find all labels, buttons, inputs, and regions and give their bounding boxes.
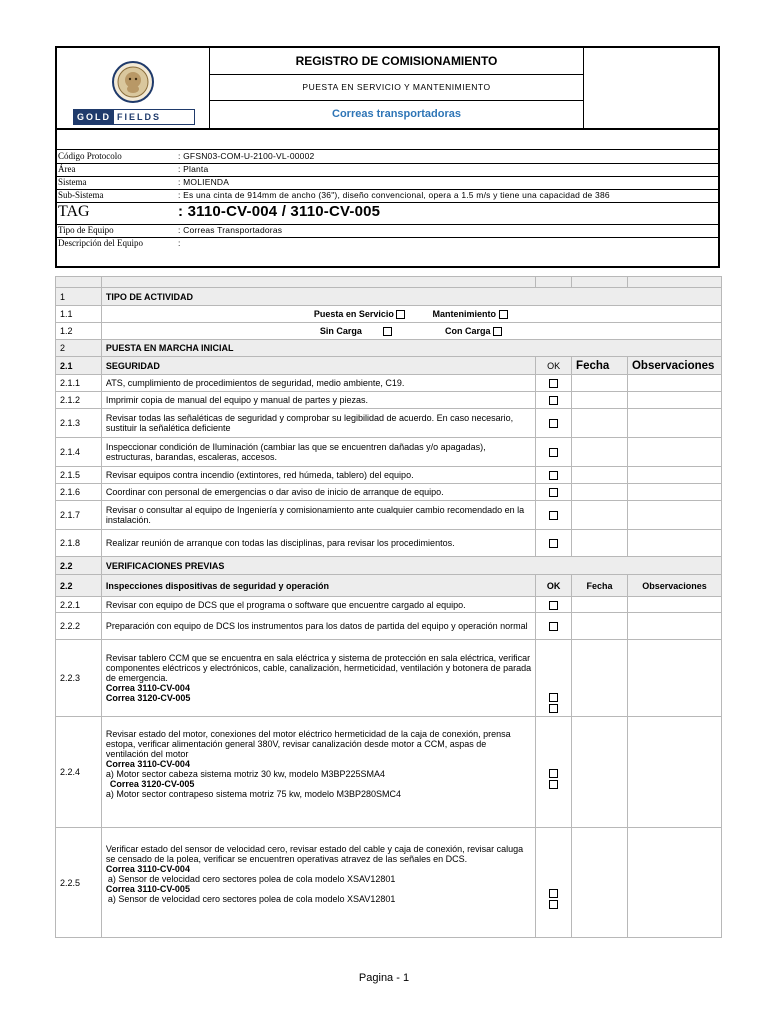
option-label: Con Carga <box>444 325 491 336</box>
item-cell <box>101 828 535 938</box>
fecha-cell[interactable] <box>572 828 628 938</box>
logo-gold-text: GOLD <box>74 110 114 124</box>
table-row <box>56 392 722 409</box>
subsection-header-row <box>56 575 722 597</box>
section-title: SEGURIDAD <box>101 357 535 375</box>
motor-line: a) Motor sector contrapeso sistema motriz 75 kw, modelo M3BP280SMC4 <box>105 789 402 799</box>
ok-checkbox[interactable] <box>549 769 558 778</box>
fecha-cell[interactable] <box>572 467 628 484</box>
observaciones-column-header: Observaciones <box>627 357 721 375</box>
item-text: Revisar o consultar al equipo de Ingeniería y comisionamiento ante cualquier cambio recomendado en la instalación. <box>101 501 535 530</box>
item-number: 2.1.5 <box>56 467 102 484</box>
info-label: Sistema <box>58 177 87 187</box>
option-label: Puesta en Servicio <box>313 308 394 319</box>
fecha-cell[interactable] <box>572 438 628 467</box>
item-number: 2.1.7 <box>56 501 102 530</box>
correa-label: Correa 3110-CV-004 <box>105 863 190 874</box>
fecha-cell[interactable] <box>572 613 628 640</box>
observaciones-cell[interactable] <box>627 717 721 828</box>
observaciones-column-header: Observaciones <box>627 575 721 597</box>
sin-carga-checkbox[interactable] <box>383 327 392 336</box>
header-blank-cell <box>583 48 719 128</box>
ok-checkbox[interactable] <box>549 900 558 909</box>
item-number: 2.2.5 <box>56 828 102 938</box>
section-number: 2.2 <box>56 575 102 597</box>
fecha-cell[interactable] <box>572 640 628 717</box>
ok-checkbox[interactable] <box>549 539 558 548</box>
section-number: 2.2 <box>56 557 102 575</box>
fecha-column-header: Fecha <box>572 575 628 597</box>
option-label: Sin Carga <box>319 325 362 336</box>
sensor-line: a) Sensor de velocidad cero sectores polea de cola modelo XSAV12801 <box>107 873 396 884</box>
table-row <box>56 530 722 557</box>
item-number: 2.1.1 <box>56 375 102 392</box>
info-row-tag <box>57 202 718 225</box>
ok-checkbox[interactable] <box>549 622 558 631</box>
section-number: 1 <box>56 288 102 306</box>
document-title: REGISTRO DE COMISIONAMIENTO <box>210 48 583 75</box>
document-system: Correas transportadoras <box>332 108 461 120</box>
info-value: : Es una cinta de 914mm de ancho (36"), diseño convencional, opera a 1.5 m/s y tiene una capacidad de 386 <box>178 190 610 200</box>
document-subtitle: PUESTA EN SERVICIO Y MANTENIMIENTO <box>210 74 583 101</box>
info-label: Código Protocolo <box>58 151 122 161</box>
company-logo <box>57 48 210 128</box>
activity-row <box>56 323 722 340</box>
section-title: TIPO DE ACTIVIDAD <box>101 288 721 306</box>
item-text: Revisar con equipo de DCS que el programa o software que encuentre cargado al equipo. <box>101 597 535 613</box>
page-number: Pagina - 1 <box>358 972 410 984</box>
fecha-cell[interactable] <box>572 375 628 392</box>
checklist-table <box>55 276 722 938</box>
section-title: PUESTA EN MARCHA INICIAL <box>101 340 721 357</box>
observaciones-cell[interactable] <box>627 392 721 409</box>
item-number: 2.1.8 <box>56 530 102 557</box>
con-carga-checkbox[interactable] <box>493 327 502 336</box>
item-text: Revisar tablero CCM que se encuentra en sala eléctrica y sistema de protección en sala eléctrica, verificar componentes eléctricos y electrónicos, cable, canalización, hermeticidad, ventilación y botonera de parada de emergencia. <box>105 653 532 683</box>
observaciones-cell[interactable] <box>627 484 721 501</box>
fecha-cell[interactable] <box>572 484 628 501</box>
fecha-cell[interactable] <box>572 597 628 613</box>
section-title: VERIFICACIONES PREVIAS <box>101 557 721 575</box>
item-text: Revisar equipos contra incendio (extintores, red húmeda, tablero) del equipo. <box>101 467 535 484</box>
item-number: 2.1.2 <box>56 392 102 409</box>
item-number: 2.2.2 <box>56 613 102 640</box>
info-label: Descripción del Equipo <box>58 238 143 248</box>
item-text: Coordinar con personal de emergencias o dar aviso de inicio de arranque de equipo. <box>101 484 535 501</box>
table-row <box>56 484 722 501</box>
table-row <box>56 501 722 530</box>
item-number: 2.2.1 <box>56 597 102 613</box>
info-row-system <box>57 176 718 190</box>
info-label: Sub-Sistema <box>58 190 104 200</box>
fecha-cell[interactable] <box>572 530 628 557</box>
puesta-en-servicio-checkbox[interactable] <box>396 310 405 319</box>
correa-label: Correa 3120-CV-005 <box>109 779 195 789</box>
section-title: Inspecciones dispositivas de seguridad y operación <box>101 575 535 597</box>
item-number: 2.1.3 <box>56 409 102 438</box>
item-number: 2.2.3 <box>56 640 102 717</box>
observaciones-cell[interactable] <box>627 438 721 467</box>
correa-label: Correa 3110-CV-005 <box>105 883 190 894</box>
table-row <box>56 597 722 613</box>
fecha-cell[interactable] <box>572 717 628 828</box>
item-number: 2.2.4 <box>56 717 102 828</box>
table-spacer-row <box>56 277 722 288</box>
ok-checkbox[interactable] <box>549 889 558 898</box>
logo-fields-text: FIELDS <box>117 112 162 122</box>
load-options <box>101 323 721 340</box>
ok-checkbox[interactable] <box>549 471 558 480</box>
item-text: Inspeccionar condición de Iluminación (cambiar las que se encuentren dañadas y/o apagadas), estructuras, barandas, escaleras, accesos. <box>101 438 535 467</box>
info-value: : <box>178 238 181 248</box>
info-label: Área <box>58 164 76 174</box>
item-cell <box>101 717 535 828</box>
observaciones-cell[interactable] <box>627 501 721 530</box>
observaciones-cell[interactable] <box>627 530 721 557</box>
info-value: : Correas Transportadoras <box>178 225 283 235</box>
option-label: Mantenimiento <box>432 308 496 319</box>
section-number: 2 <box>56 340 102 357</box>
observaciones-cell[interactable] <box>627 597 721 613</box>
observaciones-cell[interactable] <box>627 409 721 438</box>
observaciones-cell[interactable] <box>627 375 721 392</box>
section-number: 2.1 <box>56 357 102 375</box>
subsection-header-row <box>56 357 722 375</box>
section-row <box>56 288 722 306</box>
info-row-subsystem <box>57 189 718 203</box>
info-row-description <box>57 237 718 250</box>
info-row-protocol <box>57 150 718 164</box>
equipment-info <box>55 150 720 268</box>
info-value: : GFSN03-COM-U-2100-VL-00002 <box>178 151 315 161</box>
ok-checkbox[interactable] <box>549 396 558 405</box>
item-cell <box>101 640 535 717</box>
ok-checkbox[interactable] <box>549 488 558 497</box>
item-text: Verificar estado del sensor de velocidad cero, revisar estado del cable y caja de conexión, revisar caluga se censado de la polea, verificar se encuentren operativas atravez de las señales en DCS. <box>105 843 524 864</box>
observaciones-cell[interactable] <box>627 828 721 938</box>
ok-checkbox[interactable] <box>549 601 558 610</box>
item-text: Preparación con equipo de DCS los instrumentos para los datos de partida del equipo y operación normal <box>101 613 535 640</box>
ok-checkbox[interactable] <box>549 419 558 428</box>
item-number: 2.1.4 <box>56 438 102 467</box>
info-label-tag: TAG <box>58 203 90 220</box>
table-row <box>56 828 722 938</box>
info-row-equipment-type <box>57 224 718 238</box>
info-value: : MOLIENDA <box>178 177 230 187</box>
ok-checkbox[interactable] <box>549 379 558 388</box>
item-number: 2.1.6 <box>56 484 102 501</box>
section-row <box>56 340 722 357</box>
item-text: Revisar estado del motor, conexiones del motor eléctrico hermeticidad de la caja de conexión, prensa estopa, verificar alimentación general 380V, revisar canalización desde motor a CCM, aspas de ventilación del motor <box>105 729 511 759</box>
observaciones-cell[interactable] <box>627 640 721 717</box>
ok-column-header: OK <box>536 357 572 375</box>
info-value-tag: : 3110-CV-004 / 3110-CV-005 <box>178 203 381 220</box>
observaciones-cell[interactable] <box>627 613 721 640</box>
motor-line: a) Motor sector cabeza sistema motriz 30 kw, modelo M3BP225SMA4 <box>105 769 386 779</box>
correa-label: Correa 3120-CV-005 <box>105 693 191 703</box>
table-row <box>56 467 722 484</box>
table-row <box>56 640 722 717</box>
table-row <box>56 375 722 392</box>
item-number: 1.2 <box>56 323 102 340</box>
mantenimiento-checkbox[interactable] <box>499 310 508 319</box>
item-number: 1.1 <box>56 306 102 323</box>
ok-checkbox[interactable] <box>549 780 558 789</box>
ok-checkbox[interactable] <box>549 704 558 713</box>
ok-checkbox[interactable] <box>549 448 558 457</box>
item-text: ATS, cumplimiento de procedimientos de seguridad, medio ambiente, C19. <box>101 375 535 392</box>
activity-options <box>101 306 721 323</box>
table-row <box>56 438 722 467</box>
table-row <box>56 409 722 438</box>
sensor-line: a) Sensor de velocidad cero sectores polea de cola modelo XSAV12801 <box>107 893 396 904</box>
table-row <box>56 613 722 640</box>
lion-emblem-icon <box>111 60 155 104</box>
fecha-cell[interactable] <box>572 392 628 409</box>
item-text: Revisar todas las señaléticas de seguridad y comprobar su legibilidad de acuerdo. En caso necesario, sustituir la señalética deficiente <box>101 409 535 438</box>
document-header <box>55 46 720 130</box>
correa-label: Correa 3110-CV-004 <box>105 683 190 693</box>
fecha-column-header: Fecha <box>572 357 628 375</box>
ok-column-header: OK <box>536 575 572 597</box>
correa-label: Correa 3110-CV-004 <box>105 759 190 769</box>
ok-checkbox[interactable] <box>549 511 558 520</box>
fecha-cell[interactable] <box>572 409 628 438</box>
table-row <box>56 717 722 828</box>
observaciones-cell[interactable] <box>627 467 721 484</box>
activity-row <box>56 306 722 323</box>
info-row-area <box>57 163 718 177</box>
section-row <box>56 557 722 575</box>
info-value: : Planta <box>178 164 209 174</box>
gold-fields-wordmark <box>73 109 195 125</box>
header-spacer <box>55 130 720 150</box>
info-label: Tipo de Equipo <box>58 225 114 235</box>
item-text: Imprimir copia de manual del equipo y manual de partes y piezas. <box>101 392 535 409</box>
item-text: Realizar reunión de arranque con todas las disciplinas, para revisar los procedimientos. <box>101 530 535 557</box>
ok-checkbox[interactable] <box>549 693 558 702</box>
fecha-cell[interactable] <box>572 501 628 530</box>
